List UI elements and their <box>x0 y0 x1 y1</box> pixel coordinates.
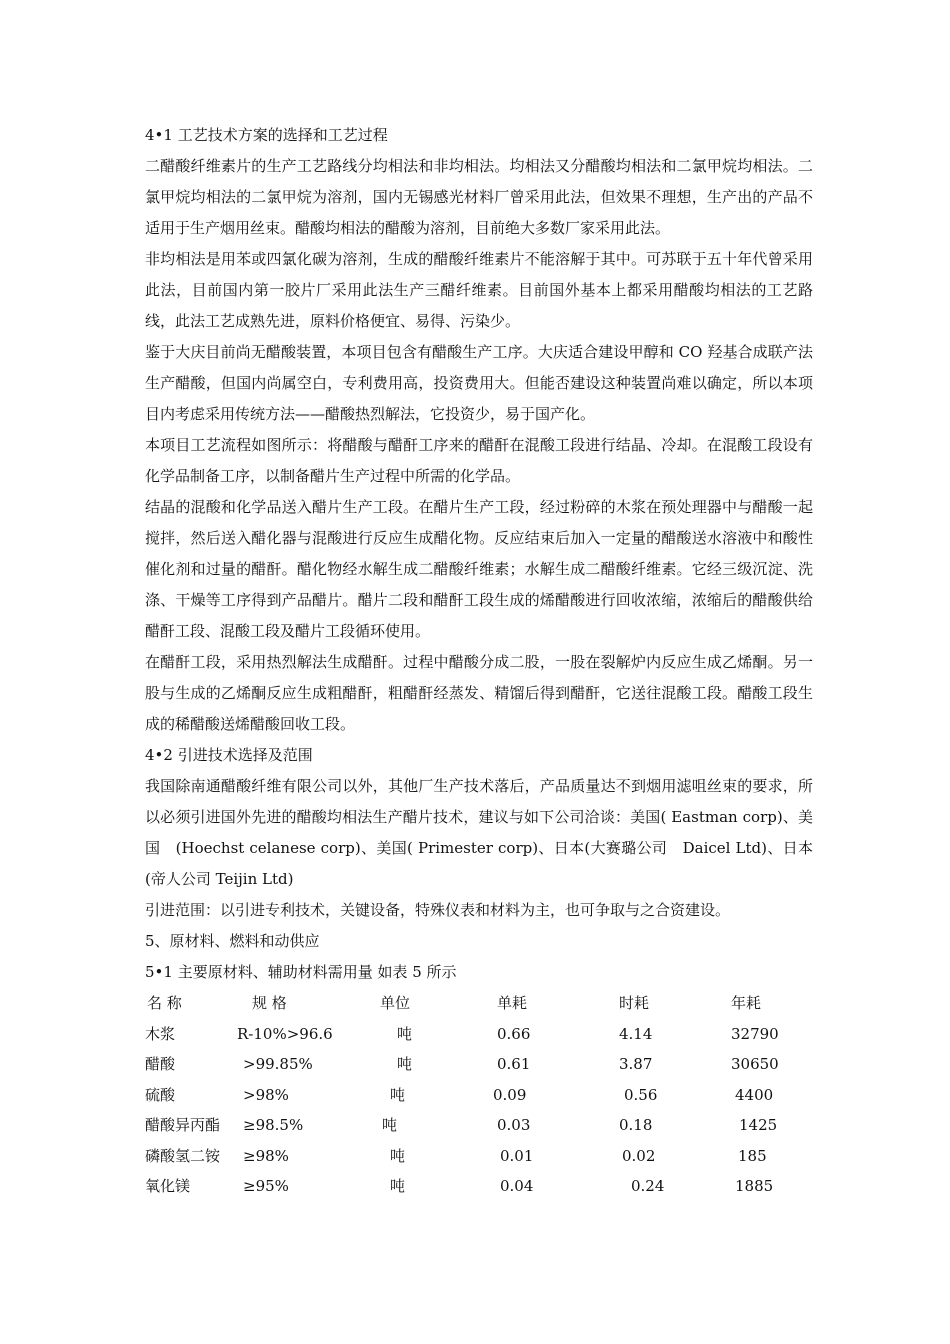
paragraph-daqing-acetic-acid: 鉴于大庆目前尚无醋酸装置，本项目包含有醋酸生产工序。大庆适合建设甲醇和 CO 羟基合成联产法生产醋酸，但国内尚属空白，专利费用高，投资费用大。但能否建设这种装置尚难以确定，所以本项目内考虑采用传统方法——醋酸热烈解法，它投资少，易于国产化。 <box>145 343 813 423</box>
cell-spec: ≥98.5% <box>243 1116 304 1134</box>
cell-spec: >98% <box>243 1085 289 1104</box>
cell-annual-consumption: 1425 <box>739 1116 778 1134</box>
table-row <box>145 1019 813 1050</box>
cell-name: 木浆 <box>145 1024 176 1043</box>
cell-name: 醋酸 <box>145 1055 176 1073</box>
section-5-heading: 5、原材料、燃料和动供应 <box>145 932 320 950</box>
paragraph-anhydride-section: 在醋酐工段，采用热烈解法生成醋酐。过程中醋酸分成二股，一股在裂解炉内反应生成乙烯酮。另一股与生成的乙烯酮反应生成粗醋酐，粗醋酐经蒸发、精馏后得到醋酐，它送往混酸工段。醋酸工段生成的稀醋酸送烯醋酸回收工段。 <box>145 653 813 733</box>
paragraph-technology-import: 我国除南通醋酸纤维有限公司以外，其他厂生产技术落后，产品质量达不到烟用滤咀丝束的要求，所以必须引进国外先进的醋酸均相法生产醋片技术，建议与如下公司洽谈：美国( Eastman corp)、美国 (Hoechst celanese corp)、美国( Primester corp)、日本(大赛璐公司 Daicel Ltd)、日本(帝人公司 Teijin Ltd) <box>145 777 813 888</box>
document-page <box>145 120 813 1202</box>
cell-annual-consumption: 1885 <box>735 1177 774 1195</box>
cell-hourly-consumption: 0.24 <box>631 1177 665 1195</box>
cell-unit-consumption: 0.61 <box>497 1055 531 1073</box>
cell-unit-consumption: 0.01 <box>500 1146 534 1165</box>
cell-unit-consumption: 0.09 <box>493 1085 527 1104</box>
cell-hourly-consumption: 0.02 <box>622 1146 656 1165</box>
cell-unit-consumption: 0.66 <box>497 1024 531 1043</box>
section-4-2-heading: 4•2 引进技术选择及范围 <box>145 746 313 764</box>
header-name: 名 称 <box>147 994 182 1012</box>
cell-unit: 吨 <box>390 1146 406 1165</box>
cell-unit: 吨 <box>382 1116 398 1134</box>
cell-unit: 吨 <box>390 1085 406 1104</box>
cell-name: 氧化镁 <box>145 1177 191 1195</box>
cell-hourly-consumption: 0.56 <box>624 1085 658 1104</box>
table-row <box>145 1110 813 1141</box>
cell-spec: >99.85% <box>243 1055 313 1073</box>
cell-hourly-consumption: 3.87 <box>619 1055 653 1073</box>
table-row <box>145 1049 813 1080</box>
cell-unit-consumption: 0.03 <box>497 1116 531 1134</box>
table-header-row <box>145 988 813 1019</box>
cell-name: 醋酸异丙酯 <box>145 1116 221 1134</box>
header-unit-consumption: 单耗 <box>497 994 528 1012</box>
cell-hourly-consumption: 4.14 <box>619 1024 653 1043</box>
cell-unit: 吨 <box>390 1177 406 1195</box>
cell-name: 磷酸氢二铵 <box>145 1146 221 1165</box>
cell-annual-consumption: 185 <box>738 1146 767 1165</box>
section-4-1-heading: 4•1 工艺技术方案的选择和工艺过程 <box>145 126 388 144</box>
header-annual-consumption: 年耗 <box>731 994 762 1012</box>
paragraph-process-routes: 二醋酸纤维素片的生产工艺路线分均相法和非均相法。均相法又分醋酸均相法和二氯甲烷均相法。二氯甲烷均相法的二氯甲烷为溶剂，国内无锡感光材料厂曾采用此法，但效果不理想，生产出的产品不适用于生产烟用丝束。醋酸均相法的醋酸为溶剂，目前绝大多数厂家采用此法。 <box>145 157 813 237</box>
cell-unit: 吨 <box>397 1024 413 1043</box>
table-row <box>145 1171 813 1202</box>
cell-annual-consumption: 30650 <box>731 1055 779 1073</box>
cell-annual-consumption: 4400 <box>735 1085 774 1104</box>
paragraph-heterogeneous-method: 非均相法是用苯或四氯化碳为溶剂，生成的醋酸纤维素片不能溶解于其中。可苏联于五十年代曾采用此法，目前国内第一胶片厂采用此法生产三醋纤维素。目前国外基本上都采用醋酸均相法的工艺路线，此法工艺成熟先进，原料价格便宜、易得、污染少。 <box>145 250 813 330</box>
cell-name: 硫酸 <box>145 1085 176 1104</box>
section-5-1-heading: 5•1 主要原材料、辅助材料需用量 如表 5 所示 <box>145 963 457 981</box>
cell-spec: ≥98% <box>243 1146 289 1165</box>
cell-unit: 吨 <box>397 1055 413 1073</box>
paragraph-process-flow: 本项目工艺流程如图所示：将醋酸与醋酐工序来的醋酐在混酸工段进行结晶、冷却。在混酸工段设有化学品制备工序，以制备醋片生产过程中所需的化学品。 <box>145 436 813 485</box>
cell-spec: ≥95% <box>243 1177 289 1195</box>
cell-spec: R-10%>96.6 <box>237 1024 333 1043</box>
header-unit: 单位 <box>380 994 411 1012</box>
materials-table <box>145 988 813 1202</box>
cell-annual-consumption: 32790 <box>731 1024 779 1043</box>
table-row <box>145 1080 813 1111</box>
header-hourly-consumption: 时耗 <box>619 994 650 1012</box>
paragraph-flake-production: 结晶的混酸和化学品送入醋片生产工段。在醋片生产工段，经过粉碎的木浆在预处理器中与醋酸一起搅拌，然后送入醋化器与混酸进行反应生成醋化物。反应结束后加入一定量的醋酸送水溶液中和酸性催化剂和过量的醋酐。醋化物经水解生成二醋酸纤维素；水解生成二醋酸纤维素。它经三级沉淀、洗涤、干燥等工序得到产品醋片。醋片二段和醋酐工段生成的烯醋酸进行回收浓缩，浓缩后的醋酸供给醋酐工段、混酸工段及醋片工段循环使用。 <box>145 498 813 640</box>
header-spec: 规 格 <box>252 994 287 1012</box>
paragraph-import-scope: 引进范围：以引进专利技术，关键设备，特殊仪表和材料为主，也可争取与之合资建设。 <box>145 901 731 919</box>
cell-hourly-consumption: 0.18 <box>619 1116 653 1134</box>
cell-unit-consumption: 0.04 <box>500 1177 534 1195</box>
table-row <box>145 1141 813 1172</box>
